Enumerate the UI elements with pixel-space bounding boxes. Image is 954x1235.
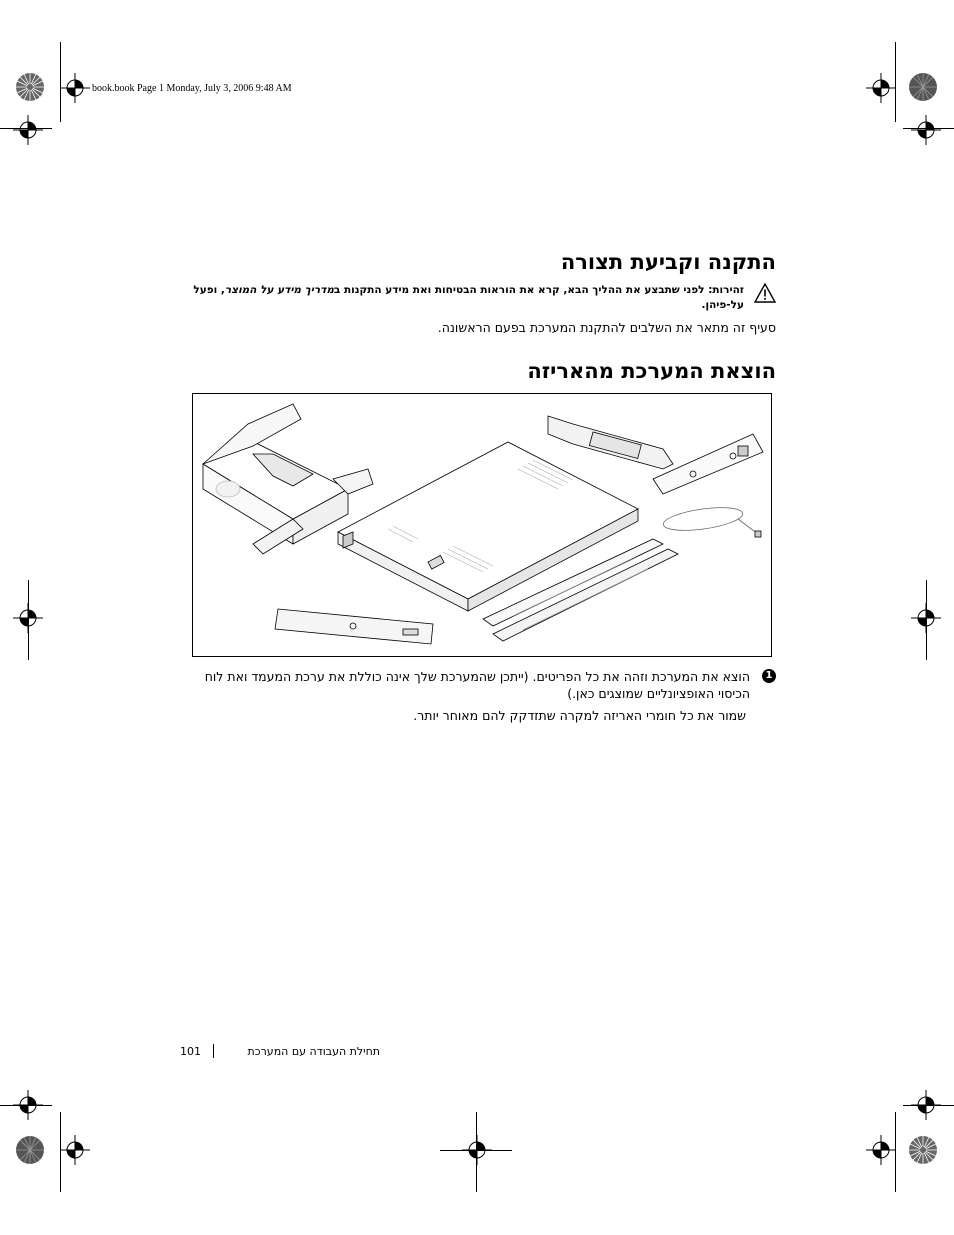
- crosshair-registration-mark-icon: [60, 73, 90, 103]
- print-header-stamp: book.book Page 1 Monday, July 3, 2006 9:48 AM: [92, 83, 292, 94]
- crosshair-registration-mark-icon: [60, 1135, 90, 1165]
- callout-number: 1: [762, 669, 776, 683]
- warning-label: זהירות:: [708, 284, 744, 296]
- section-title: התקנה וקביעת תצורה: [560, 250, 776, 274]
- page-number: 101: [180, 1045, 201, 1058]
- starburst-registration-icon: [15, 72, 45, 102]
- product-info-guide-title: מדריך מידע על המוצר: [224, 284, 334, 296]
- warning-notice: [176, 283, 776, 313]
- crosshair-registration-mark-icon: [13, 1090, 43, 1120]
- unpacking-title: הוצאת המערכת מהאריזה: [527, 359, 776, 383]
- unpack-step-text: הוצא את המערכת וזהה את כל הפריטים. (ייתכן שהמערכת שלך אינה כוללת את ערכת המעמד ואת לוח הכיסוי האופציונליים שמוצגים כאן.): [204, 669, 750, 701]
- starburst-registration-icon: [908, 72, 938, 102]
- page-footer: [180, 1044, 380, 1062]
- intro-paragraph: סעיף זה מתאר את השלבים להתקנת המערכת בפעם הראשונה.: [437, 320, 776, 335]
- starburst-registration-icon: [15, 1135, 45, 1165]
- crosshair-registration-mark-icon: [911, 1090, 941, 1120]
- front-bezel-drawing: [275, 609, 433, 644]
- unpacking-illustration: [192, 393, 772, 657]
- footer-separator: [213, 1044, 214, 1058]
- warning-triangle-icon: [754, 283, 776, 303]
- warning-text: [176, 283, 776, 313]
- warning-body: לפני שתבצע את ההליך הבא, קרא את הוראות הבטיחות ואת מידע התקנות ב: [333, 284, 709, 296]
- crosshair-registration-mark-icon: [13, 603, 43, 633]
- cable-drawing: [662, 504, 761, 537]
- crosshair-registration-mark-icon: [866, 73, 896, 103]
- crosshair-registration-mark-icon: [462, 1135, 492, 1165]
- starburst-registration-icon: [908, 1135, 938, 1165]
- crosshair-registration-mark-icon: [911, 603, 941, 633]
- cable-arm-drawing: [548, 416, 673, 469]
- chapter-title: תחילת העבודה עם המערכת: [247, 1045, 380, 1058]
- crosshair-registration-mark-icon: [866, 1135, 896, 1165]
- crosshair-registration-mark-icon: [911, 115, 941, 145]
- packaging-note: שמור את כל חומרי האריזה למקרה שתזדקק להם מאוחר יותר.: [413, 708, 746, 723]
- unpack-step: [196, 668, 776, 702]
- warning-body-end: , ופעל על-פיהן.: [193, 284, 744, 311]
- crosshair-registration-mark-icon: [13, 115, 43, 145]
